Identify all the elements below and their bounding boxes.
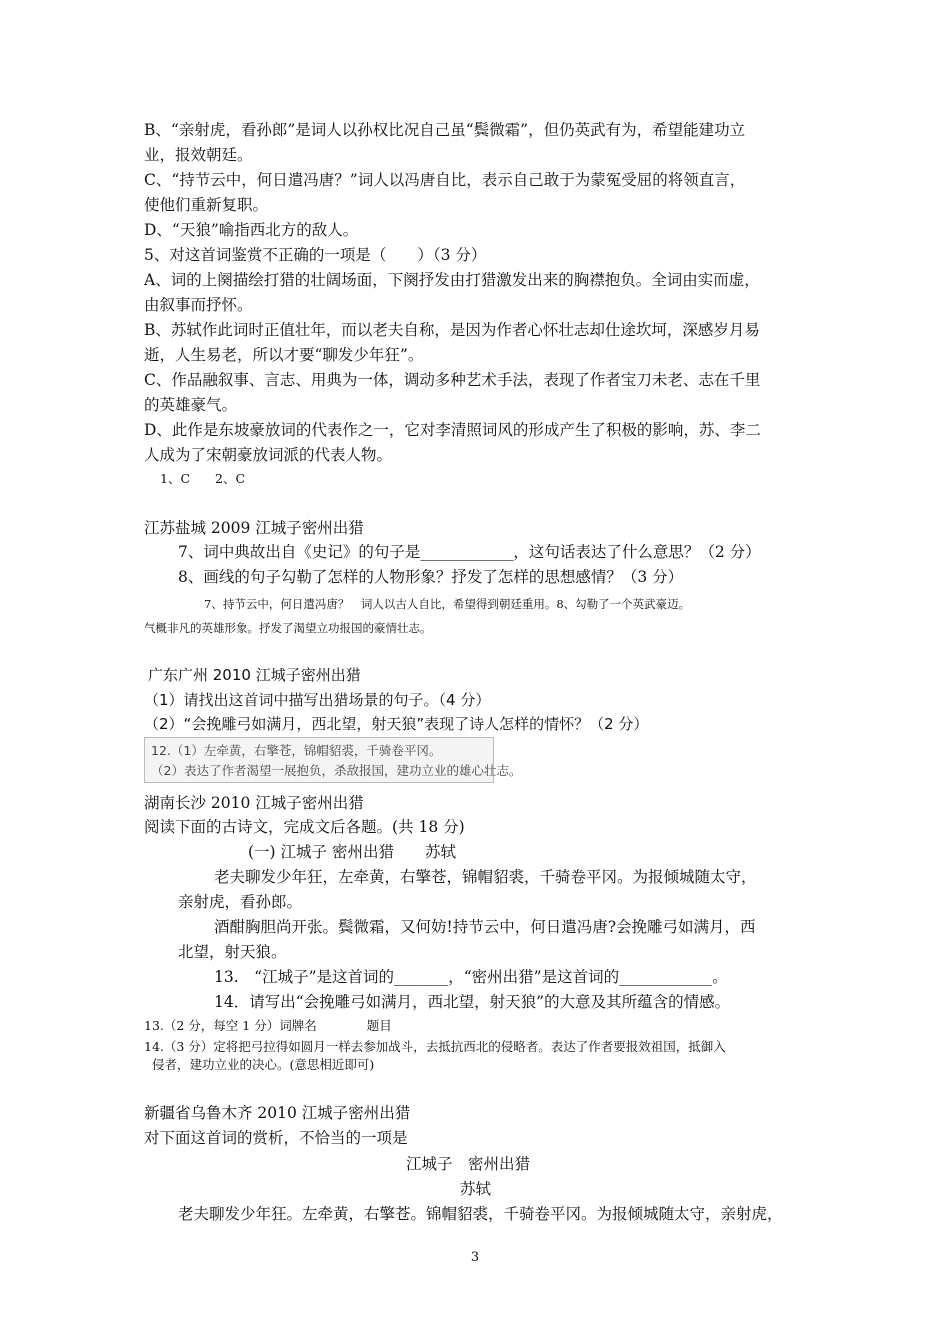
question-14: 14．请写出“会挽雕弓如满月，西北望，射天狼”的大意及其所蕴含的情感。 [214,993,731,1011]
answer-image-box [144,737,522,783]
question-5: 5、对这首词鉴赏不正确的一项是（ ）（3 分） [144,246,487,264]
q5-option-d-1: D、此作是东坡豪放词的代表作之一，它对李清照词风的形成产生了积极的影响，苏、李二 [144,421,761,439]
poem-author-centered: 苏轼 [460,1180,492,1198]
question-7: 7、词中典故出自《史记》的句子是____________，这句话表达了什么意思？（2 分） [178,543,761,561]
answer-7-8-2: 气概非凡的英雄形象。抒发了渴望立功报国的豪情壮志。 [144,621,432,635]
section-heading-xinjiang: 新疆省乌鲁木齐 2010 江城子密州出猎 [144,1104,411,1122]
line-b-option-2: 业，报效朝廷。 [144,146,253,164]
answer-14-2: 侵者，建功立业的决心。(意思相近即可) [152,1057,375,1072]
answers-1-2: 1、C 2、C [160,471,246,486]
poem-title-centered: 江城子 密州出猎 [406,1155,531,1173]
line-d-option: D、“天狼”喻指西北方的敌人。 [144,221,359,239]
line-c-option-2: 使他们重新复职。 [144,196,269,214]
q5-option-a-2: 由叙事而抒怀。 [144,296,253,314]
q5-option-a-1: A、词的上阕描绘打猎的壮阔场面，下阕抒发由打猎激发出来的胸襟抱负。全词由实而虚， [144,271,760,289]
poem-text-2: 亲射虎，看孙郎。 [178,893,303,911]
poem-text-3: 酒酣胸胆尚开张。鬓微霜，又何妨!持节云中，何日遣冯唐?会挽雕弓如满月，西 [214,918,756,936]
section-heading-jiangsu: 江苏盐城 2009 江城子密州出猎 [144,519,364,537]
question-8: 8、画线的句子勾勒了怎样的人物形象？抒发了怎样的思想感情？（3 分） [178,568,684,586]
section-heading-hunan: 湖南长沙 2010 江城子密州出猎 [144,794,364,812]
poem-text-1: 老夫聊发少年狂，左牵黄，右擎苍，锦帽貂裘，千骑卷平冈。为报倾城随太守， [214,868,757,886]
question-13: 13. “江城子”是这首词的_______，“密州出猎”是这首词的____________。 [214,968,728,986]
answer-image-line-2: （2）表达了作者渴望一展抱负，杀敌报国，建功立业的雄心壮志。 [151,763,522,778]
question-xinjiang: 对下面这首词的赏析，不恰当的一项是 [144,1129,408,1147]
reading-instruction: 阅读下面的古诗文，完成文后各题。(共 18 分) [144,818,465,836]
line-c-option-1: C、“持节云中，何日遣冯唐？”词人以冯唐自比，表示自己敢于为蒙冤受屈的将领直言， [144,171,746,189]
answer-14-1: 14.（3 分）定将把弓拉得如圆月一样去参加战斗，去抵抗西北的侵略者。表达了作者要报效祖国，抵御入 [144,1039,726,1054]
poem-title-line: (一) 江城子 密州出猎 苏轼 [248,843,456,861]
q5-option-b-1: B、苏轼作此词时正值壮年，而以老夫自称，是因为作者心怀壮志却仕途坎坷，深感岁月易 [144,321,760,339]
answer-7-8-1: 7、持节云中，何日遣冯唐？ 词人以古人自比，希望得到朝廷重用。8、勾勒了一个英武豪迈。 [204,597,691,611]
poem-text-4: 北望，射天狼。 [178,943,287,961]
poem-text-xinjiang-1: 老夫聊发少年狂。左牵黄，右擎苍。锦帽貂裘，千骑卷平冈。为报倾城随太守，亲射虎， [178,1205,783,1223]
page-number: 3 [470,1250,480,1265]
q5-option-c-1: C、作品融叙事、言志、用典为一体，调动多种艺术手法，表现了作者宝刀未老、志在千里 [144,371,761,389]
q5-option-d-2: 人成为了宋朝豪放词派的代表人物。 [144,446,393,464]
q5-option-c-2: 的英雄豪气。 [144,396,238,414]
line-b-option-1: B、“亲射虎，看孙郎”是词人以孙权比况自己虽“鬓微霜”，但仍英武有为，希望能建功立 [144,121,746,139]
question-guangdong-1: （1）请找出这首词中描写出猎场景的句子。（4 分） [144,691,491,709]
answer-image-line-1: 12.（1）左牵黄，右擎苍，锦帽貂裘，千骑卷平冈。 [151,743,442,758]
q5-option-b-2: 逝，人生易老，所以才要“聊发少年狂”。 [144,346,424,364]
section-heading-guangdong: 广东广州 2010 江城子密州出猎 [148,666,361,684]
question-guangdong-2: （2）“会挽雕弓如满月，西北望，射天狼”表现了诗人怎样的情怀？（2 分） [144,715,649,733]
answer-13: 13.（2 分，每空 1 分）词牌名 题目 [144,1018,392,1033]
